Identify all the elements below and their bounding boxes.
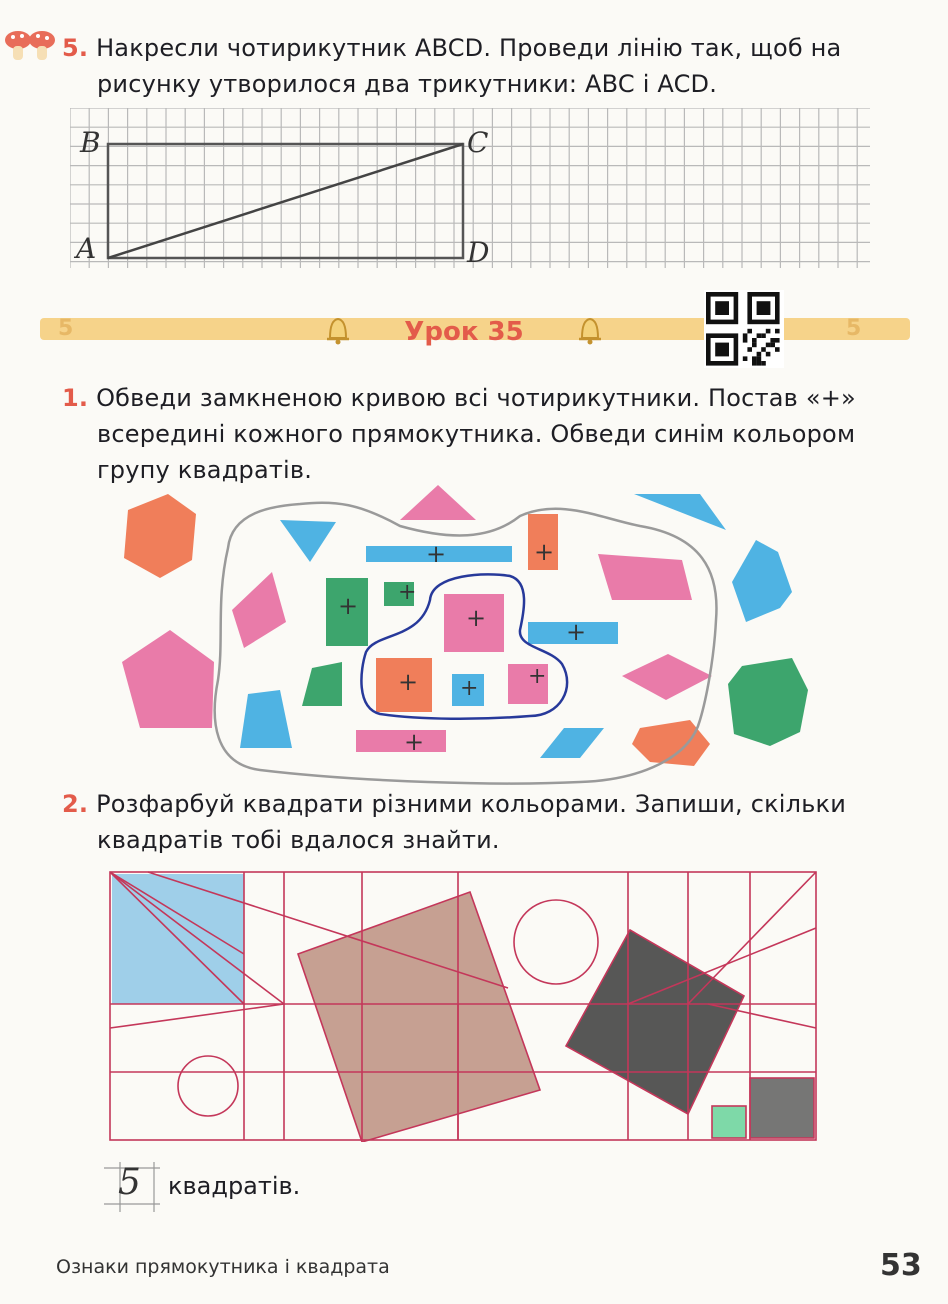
task1-line1: Обведи замкненою кривою всі чотирикутники. Постав «+» xyxy=(96,384,856,412)
fill-green-square xyxy=(712,1106,746,1138)
task5-line1: Накресли чотирикутник ABCD. Проведи лінію так, щоб на xyxy=(96,34,842,62)
pink-trapezoid xyxy=(598,554,692,600)
pink-triangle xyxy=(400,485,476,520)
label-d: D xyxy=(467,236,490,269)
blue-polygon xyxy=(732,540,792,622)
squares-figure xyxy=(108,868,818,1142)
fill-gray-square xyxy=(750,1078,814,1138)
task1-line3: групу квадратів. xyxy=(97,456,313,484)
plus-mark: + xyxy=(398,668,419,696)
diagonal-ac xyxy=(108,144,463,258)
plus-mark: + xyxy=(528,664,547,689)
label-c: C xyxy=(467,126,489,159)
answer-suffix: квадратів. xyxy=(168,1172,301,1200)
plus-mark: + xyxy=(426,540,447,568)
orange-hexagon xyxy=(124,494,196,578)
plus-mark: + xyxy=(398,580,417,605)
task5-line2: рисунку утворилося два трикутники: ABC і ACD. xyxy=(97,70,718,98)
blue-triangle xyxy=(634,494,726,530)
plus-mark: + xyxy=(566,618,587,646)
label-b: B xyxy=(80,126,101,159)
task1-number: 1. xyxy=(62,384,89,412)
page-number: 53 xyxy=(880,1248,922,1283)
plus-mark: + xyxy=(460,676,479,701)
task2-line1: Розфарбуй квадрати різними кольорами. Запиши, скільки xyxy=(96,790,847,818)
qr-code-icon[interactable] xyxy=(704,290,784,368)
task2-number: 2. xyxy=(62,790,89,818)
plus-mark: + xyxy=(534,538,555,566)
blue-trapezoid xyxy=(240,690,292,748)
task5-text xyxy=(62,30,922,102)
pink-quad xyxy=(232,572,286,648)
mushrooms-icon xyxy=(4,24,56,64)
lesson-title: Урок 35 xyxy=(404,317,524,347)
plus-mark: + xyxy=(404,728,425,756)
green-quad xyxy=(302,662,342,706)
bell-icon xyxy=(320,312,356,348)
banner-corner-left: 5 xyxy=(58,316,74,341)
pink-rhombus xyxy=(622,654,712,700)
label-a: A xyxy=(76,232,97,265)
task2-text xyxy=(62,786,922,858)
blue-parallelogram xyxy=(540,728,604,758)
green-heptagon xyxy=(728,658,808,746)
task5-number: 5. xyxy=(62,34,89,62)
pink-pentagon xyxy=(122,630,214,728)
banner-corner-right: 5 xyxy=(846,316,862,341)
blue-triangle-inner xyxy=(280,520,336,562)
task2-line2: квадратів тобі вдалося знайти. xyxy=(97,826,500,854)
answer-value[interactable]: 5 xyxy=(118,1162,141,1203)
task1-line2: всередині кожного прямокутника. Обведи синім кольором xyxy=(97,420,856,448)
shapes-figure xyxy=(0,480,948,790)
plus-mark: + xyxy=(338,592,359,620)
bell-icon xyxy=(572,312,608,348)
task1-text xyxy=(62,380,922,488)
fill-black-square xyxy=(566,930,744,1114)
rect-pink-long xyxy=(356,730,446,752)
fill-brown-square xyxy=(298,892,540,1142)
footer-title: Ознаки прямокутника і квадрата xyxy=(56,1256,390,1278)
plus-mark: + xyxy=(466,604,487,632)
